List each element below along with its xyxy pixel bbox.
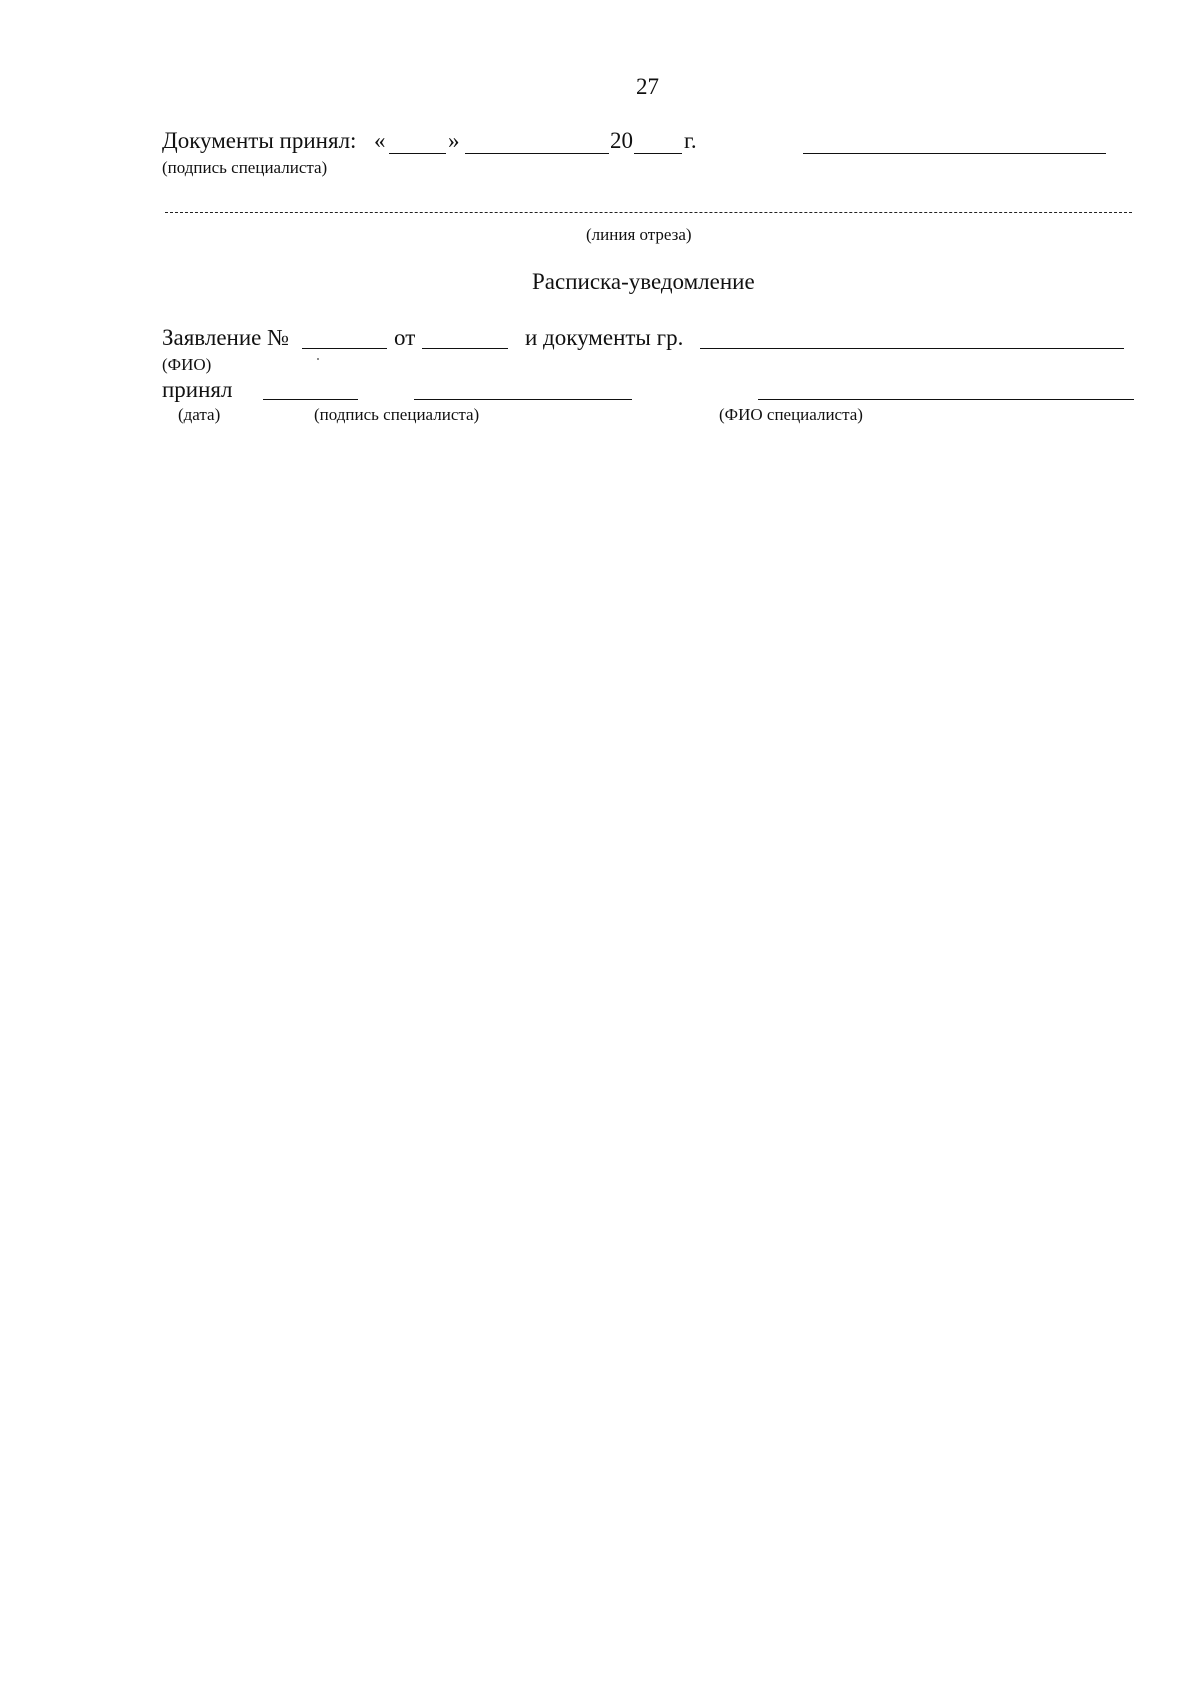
fio-caption: (ФИО) [162,355,212,374]
specialist-fio-blank[interactable] [758,399,1134,400]
application-date-blank[interactable] [422,348,508,349]
signature-blank[interactable] [803,153,1106,154]
notice-title: Расписка-уведомление [532,269,755,294]
year-blank[interactable] [634,153,682,154]
specialist-signature-blank[interactable] [414,399,632,400]
cut-line [165,212,1132,213]
documents-accepted-label: Документы принял: [162,128,357,153]
specialist-signature-caption: (подпись специалиста) [314,405,480,424]
page-number: 27 [636,74,659,99]
application-number-blank[interactable] [302,348,387,349]
citizen-fio-blank[interactable] [700,348,1124,349]
month-blank[interactable] [465,153,609,154]
accepted-date-blank[interactable] [263,399,358,400]
signature-caption: (подпись специалиста) [162,158,328,177]
year-prefix: 20 [610,128,633,153]
cut-line-caption: (линия отреза) [586,225,692,244]
application-label: Заявление № [162,325,290,350]
year-suffix: г. [684,128,697,153]
from-label: от [394,325,416,350]
date-caption: (дата) [178,405,221,424]
open-quote: « [374,128,386,153]
accepted-label: принял [162,377,233,402]
day-blank[interactable] [389,153,446,154]
specialist-fio-caption: (ФИО специалиста) [719,405,863,424]
documents-label: и документы гр. [525,325,684,350]
scan-speck [317,358,319,360]
close-quote: » [448,128,460,153]
